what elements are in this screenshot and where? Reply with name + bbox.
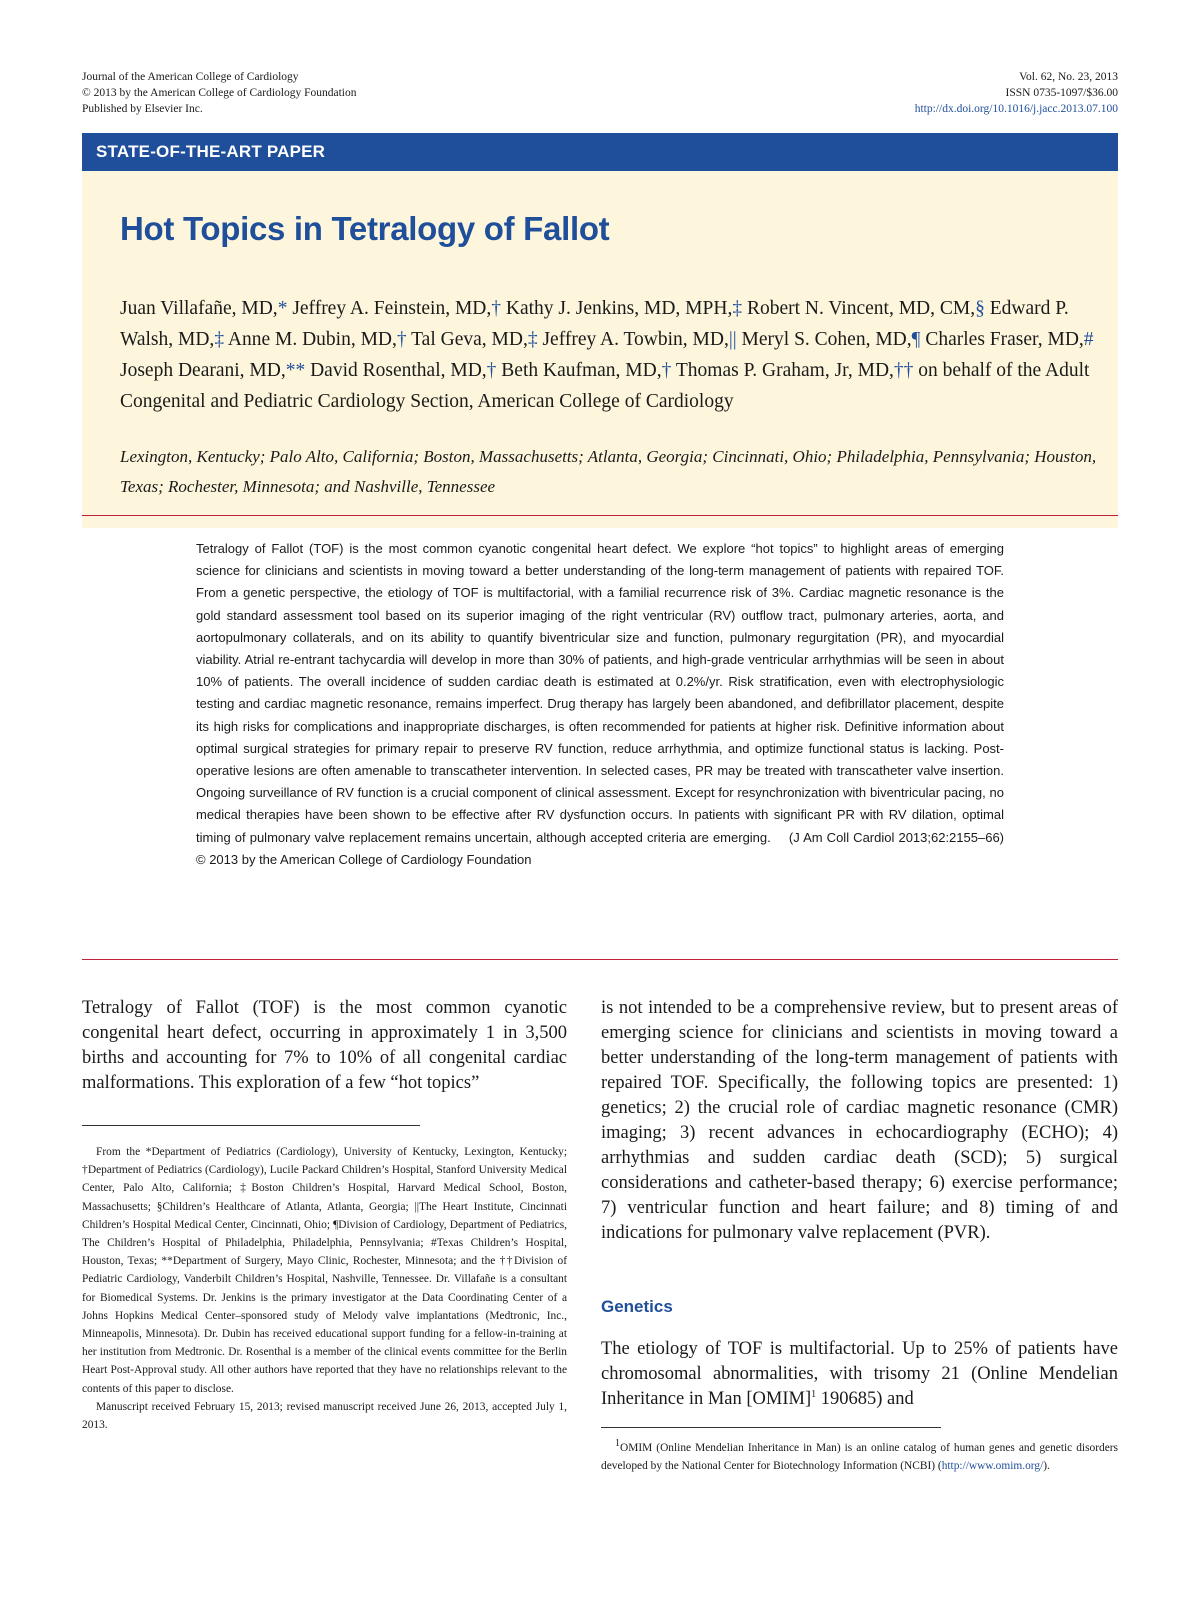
genetics-text: The etiology of TOF is multifactorial. Up to 25% of patients have chromosomal abnormalities, with trisomy 21 (Online Mendelian Inheritance in Man [OMIM] — [601, 1339, 1118, 1409]
abstract-citation: (J Am Coll Cardiol 2013;62:2155–66) © 2013 by the American College of Cardiology Foundation — [196, 829, 1004, 867]
omim-link[interactable]: http://www.omim.org/ — [941, 1460, 1044, 1473]
abstract — [196, 538, 1004, 871]
genetics-paragraph — [601, 1337, 1118, 1412]
affiliations-text: From the *Department of Pediatrics (Cardiology), University of Kentucky, Lexington, Kentucky; †Department of Pediatrics (Cardiology), Lucile Packard Children’s Hospital, Stanford University Medical Center, Palo Alto, California; ‡Boston Children’s Hospital, Harvard Medical School, Boston, Massachusetts; §Children’s Healthcare of Atlanta, Atlanta, Georgia; ||The Heart Institute, Cincinnati Children’s Hospital Medical Center, Cincinnati, Ohio; ¶Division of Cardiology, Department of Pediatrics, The Children’s Hospital of Philadelphia, Philadelphia, Pennsylvania; #Texas Children’s Hospital, Houston, Texas; **Department of Surgery, Mayo Clinic, Rochester, Minnesota; and the ††Division of Pediatric Cardiology, Vanderbilt Children’s Hospital, Nashville, Tennessee. Dr. Villafañe is a consultant for Biomedical Systems. Dr. Jenkins is the primary investigator at the Data Coordinating Center of a Johns Hopkins Medical Center–sponsored study of Melody valve implantations (Medtronic, Inc., Minneapolis, Minnesota). Dr. Dubin has received educational support funding for a fellow-in-training at her institution from Medtronic. Dr. Rosenthal is a member of the clinical events committee for the Berlin Heart Post-Approval study. All other authors have reported that they have no relationships relevant to the contents of this paper to disclose. — [82, 1146, 567, 1395]
affiliation-mark: †† — [893, 360, 914, 381]
affiliation-mark: † — [661, 360, 672, 381]
affiliation-mark: ** — [285, 360, 306, 381]
affiliation-mark: † — [396, 329, 407, 350]
affiliation-mark: ‡ — [214, 329, 225, 350]
article-title: Hot Topics in Tetralogy of Fallot — [120, 210, 610, 247]
genetics-text-end: 190685) and — [816, 1389, 914, 1409]
abstract-divider — [82, 959, 1118, 960]
author-name: Robert N. Vincent, MD, CM, — [742, 298, 976, 319]
author-list — [120, 293, 1100, 417]
omim-footnote — [601, 1439, 1118, 1475]
author-name: Joseph Dearani, MD, — [120, 360, 286, 381]
volume-line: Vol. 62, No. 23, 2013 — [1019, 71, 1118, 83]
journal-name: Journal of the American College of Cardiology — [82, 71, 299, 83]
doi-link[interactable]: http://dx.doi.org/10.1016/j.jacc.2013.07.100 — [914, 103, 1118, 115]
article-type-banner: STATE-OF-THE-ART PAPER — [82, 133, 1118, 171]
affiliation-mark: § — [975, 298, 985, 319]
author-name: Jeffrey A. Towbin, MD, — [537, 329, 729, 350]
affiliation-mark: † — [486, 360, 497, 381]
author-name: David Rosenthal, MD, — [305, 360, 487, 381]
omim-footnote-mark: 1 — [615, 1438, 620, 1450]
omim-footnote-text — [601, 1439, 1118, 1475]
title-divider — [82, 515, 1118, 516]
author-name: Kathy J. Jenkins, MD, MPH, — [501, 298, 733, 319]
affiliation-mark: # — [1083, 329, 1094, 350]
affiliation-mark: * — [277, 298, 288, 319]
copyright-line: © 2013 by the American College of Cardiology Foundation — [82, 87, 357, 99]
footnote-separator-left — [82, 1125, 420, 1126]
issue-info — [915, 69, 1118, 117]
author-name: Charles Fraser, MD, — [920, 329, 1084, 350]
journal-header — [82, 69, 356, 117]
author-name: Tal Geva, MD, — [406, 329, 528, 350]
author-name: Beth Kaufman, MD, — [496, 360, 662, 381]
author-name: Juan Villafañe, MD, — [120, 298, 278, 319]
issn-line: ISSN 0735-1097/$36.00 — [1005, 87, 1118, 99]
author-name: Thomas P. Graham, Jr, MD, — [671, 360, 894, 381]
author-name: Anne M. Dubin, MD, — [224, 329, 397, 350]
affiliation-mark: || — [728, 329, 737, 350]
footnote-separator-right — [601, 1427, 941, 1428]
abstract-text: Tetralogy of Fallot (TOF) is the most common cyanotic congenital heart defect. We explore “hot topics” to highlight areas of emerging science for clinicians and scientists in moving toward a better understanding of the long-term management of patients with repaired TOF. From a genetic perspective, the etiology of TOF is multifactorial, with a familial recurrence risk of 3%. Cardiac magnetic resonance is the gold standard assessment tool based on its superior imaging of the right ventricular (RV) outflow tract, pulmonary arteries, aorta, and aortopulmonary collaterals, and on its ability to quantify biventricular size and function, pulmonary regurgitation (PR), and myocardial viability. Atrial re-entrant tachycardia will develop in more than 30% of patients, and high-grade ventricular arrhythmias will be seen in about 10% of patients. The overall incidence of sudden cardiac death is estimated at 0.2%/yr. Risk stratification, even with electrophysiologic testing and cardiac magnetic resonance, remains imperfect. Drug therapy has largely been abandoned, and defibrillator placement, despite its high risks for complications and inappropriate discharges, is often recommended for patients at higher risk. Definitive information about optimal surgical strategies for primary repair to preserve RV function, reduce arrhythmia, and optimize functional status is lacking. Post-operative lesions are often amenable to transcatheter intervention. In selected cases, PR may be treated with transcatheter valve insertion. Ongoing surveillance of RV function is a crucial component of clinical assessment. Except for resynchronization with biventricular pacing, no medical therapies have been shown to be effective after RV dysfunction occurs. In patients with significant PR with RV dilation, optimal timing of pulmonary valve replacement remains uncertain, although accepted criteria are emerging. — [196, 541, 1004, 845]
omim-description: OMIM (Online Mendelian Inheritance in Man) is an online catalog of human genes and genetic disorders developed by the National Center for Biotechnology Information (NCBI) ( — [601, 1442, 1118, 1473]
author-name: Jeffrey A. Feinstein, MD, — [287, 298, 492, 319]
intro-paragraph-right: is not intended to be a comprehensive review, but to present areas of emerging science for clinicians and scientists in moving toward a better understanding of the long-term management of patients with repaired TOF. Specifically, the following topics are presented: 1) genetics; 2) the crucial role of cardiac magnetic resonance (CMR) imaging; 3) recent advances in echocardiography (ECHO); 4) arrhythmias and sudden cardiac death (SCD); 5) surgical considerations and catheter-based therapy; 6) exercise performance; 7) ventricular function and heart failure; and 8) timing of and indications for pulmonary valve replacement (PVR). — [601, 998, 1118, 1243]
footnote-ref-1[interactable]: 1 — [811, 1388, 817, 1400]
author-name: Edward P. Walsh, MD, — [120, 298, 1069, 350]
authors-suffix: on behalf of the Adult Congenital and Pediatric Cardiology Section, American College of Cardiology — [120, 360, 1090, 412]
omim-end: ). — [1043, 1460, 1050, 1473]
intro-paragraph-left: Tetralogy of Fallot (TOF) is the most common cyanotic congenital heart defect, occurring in approximately 1 in 3,500 births and accounting for 7% to 10% of all congenital cardiac malformations. This exploration of a few “hot topics” — [82, 998, 567, 1093]
author-locations: Lexington, Kentucky; Palo Alto, California; Boston, Massachusetts; Atlanta, Georgia; Cincinnati, Ohio; Philadelphia, Pennsylvania; Houston, Texas; Rochester, Minnesota; and Nashville, Tennessee — [120, 447, 1097, 496]
affiliation-mark: ‡ — [527, 329, 538, 350]
affiliations-footnote — [82, 1143, 567, 1434]
affiliation-mark: ‡ — [732, 298, 743, 319]
author-name: Meryl S. Cohen, MD, — [736, 329, 912, 350]
publisher-line: Published by Elsevier Inc. — [82, 103, 203, 115]
affiliation-mark: † — [491, 298, 502, 319]
affiliation-mark: ¶ — [911, 329, 921, 350]
manuscript-dates: Manuscript received February 15, 2013; revised manuscript received June 26, 2013, accepted July 1, 2013. — [82, 1400, 567, 1432]
section-heading-genetics: Genetics — [601, 1297, 673, 1316]
